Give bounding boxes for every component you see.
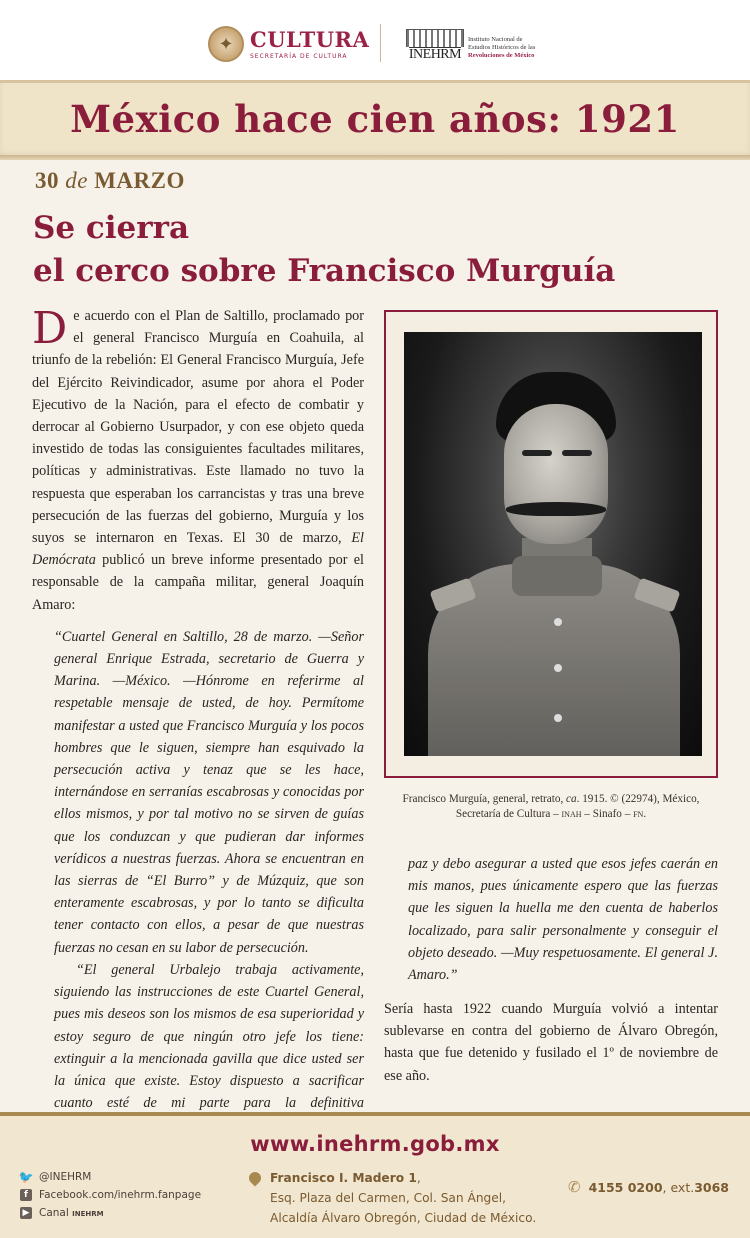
cultura-logo-text: CULTURA [250,26,370,52]
article-headline: Se cierra el cerco sobre Francisco Murguía [33,210,616,289]
quote-paragraph-2: “El general Urbalejo trabaja activamente, siguiendo las instrucciones de este Cuartel General, pues mis deseos son los mismos de esa superioridad y estoy seguro de que ningún otro jefe los tiene: extinguir a la mencionada gavilla que dice usted ser la única que existe. Estoy dispuesto a sacrificar cuanto esté de mi parte para la definitiva [54,961,364,1112]
phone-number: 4155 0200 [588,1179,663,1195]
address-street: Francisco I. Madero 1 [270,1171,417,1185]
photo-caption: Francisco Murguía, general, retrato, ca. 1915. © (22974), México, Secretaría de Cultura – inah – Sinafo – fn. [402,793,700,820]
drop-cap: D [32,303,68,354]
footer [0,1112,750,1238]
address-line-2: Esq. Plaza del Carmen, Col. San Ángel, [270,1191,507,1205]
eagle-seal-icon: ✦ [208,26,244,62]
closing-paragraph: Sería hasta 1922 cuando Murguía volvió a intentar sublevarse en contra del gobierno de Álvaro Obregón, hasta que fue detenido y fusilado el 1º de noviembre de ese año. [384,1001,718,1084]
building-icon [406,29,464,47]
address-line-3: Alcaldía Álvaro Obregón, Ciudad de México. [270,1211,537,1225]
article-body-left [32,305,364,1137]
facebook-icon: f [20,1189,32,1201]
twitter-icon: 🐦 [18,1170,34,1184]
youtube-link[interactable]: ▶ Canal inehrm [20,1204,201,1222]
phone-block[interactable]: ✆ 4155 0200 , ext. 3068 [568,1178,730,1196]
intro-paragraph: De acuerdo con el Plan de Saltillo, proclamado por el general Francisco Murguía en Coahuila, al triunfo de la rebelión: El General Francisco Murguía, Jefe del Ejército Reivindicador, asume por ahora el Poder Ejecutivo de la Nación, para el efecto de combatir y derrocar al Gobierno Usurpador, y con ese objeto queda investido de todas las consiguientes facultades militares, políticas y administrativas. Este llamado no tuvo la respuesta que esperaban los carrancistas y tras una breve persecución de las fuerzas del gobierno, Murguía y los suyos se internaron en Texas. El 30 de marzo, El Demócrata publicó un breve informe presentado por el responsable de la campaña militar, general Joaquín Amaro: [32,303,364,613]
title-band [0,80,750,160]
social-links [20,1168,201,1222]
phone-icon: ✆ [568,1178,581,1196]
cultura-logo-subtext: SECRETARÍA DE CULTURA [250,52,348,60]
cultura-logo[interactable] [208,24,369,64]
phone-extension: 3068 [694,1179,730,1195]
page-title: México hace cien años: 1921 [70,97,680,141]
website-link[interactable]: www.inehrm.gob.mx [250,1132,500,1156]
inehrm-logo-text: INEHRM [408,47,462,62]
inehrm-logo-description: Instituto Nacional de Estudios Históricos de las Revoluciones de México [468,36,536,59]
quote-paragraph-1: “Cuartel General en Saltillo, 28 de marzo. —Señor general Enrique Estrada, secretario de Guerra y Marina. —México. —Hónrome en referirme al respetable mensaje de usted, de hoy. Permítome manifestar a usted que Francisco Murguía y los pocos hombres que le siguen, siempre han esquivado la persecución activa y tenaz que se les hace, internándose en serranías escabrosas y conocidas por ellos mismos, y por tal motivo no se sirven de guías que los conduzcan y que pudieran dar informes verídicos a nuestras fuerzas. Ahora se encuentran en las sierras de “El Burro” y de Múzquiz, que son enteramente escabrosas, y por lo tanto se dificulta tener contacto con ellos, a pesar de que nuestras fuerzas no cesan en su labor de persecución. [54,628,364,956]
date-label: 30 de MARZO [35,168,185,193]
location-pin-icon [247,1170,264,1187]
logo-divider [380,24,381,62]
inehrm-logo[interactable] [406,26,535,62]
portrait-photo [404,332,702,756]
top-header [0,0,750,80]
quote-paragraph-3: paz y debo asegurar a usted que esos jefes caerán en mis manos, pues únicamente espero que las fuerzas que les siguen la huella me den cuenta de haberlos localizado, para salir personalmente y conseguir el objeto deseado. —Muy respetuosamente. El general J. Amaro.” [408,856,718,984]
youtube-icon: ▶ [20,1207,32,1219]
facebook-link[interactable]: f Facebook.com/inehrm.fanpage [20,1186,201,1204]
address-block: Francisco I. Madero 1, Esq. Plaza del Carmen, Col. San Ángel, Alcaldía Álvaro Obregón, Ciudad de México. [250,1168,536,1228]
twitter-link[interactable]: 🐦 @INEHRM [18,1170,92,1184]
photo-frame [384,310,718,778]
quote-block [54,626,364,1137]
